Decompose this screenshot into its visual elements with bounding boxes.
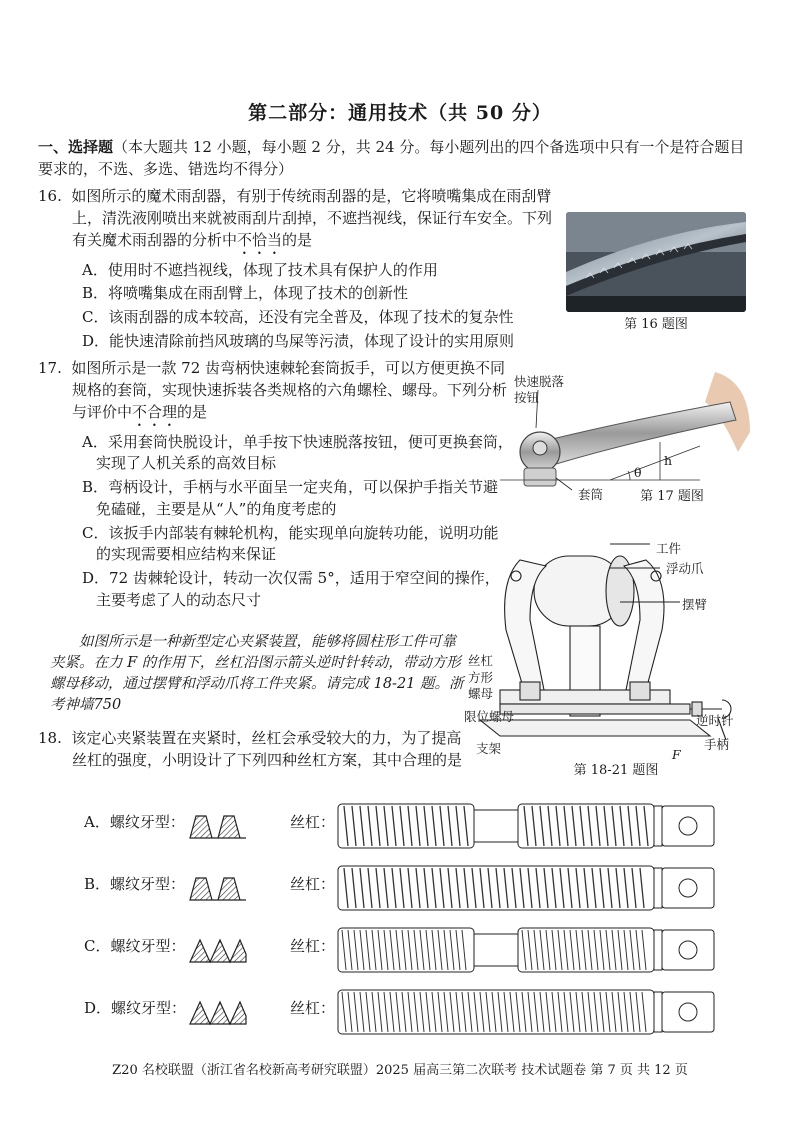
- triangular-thread-profile-icon: [188, 934, 248, 964]
- fig18-caption: 第 18-21 题图: [573, 763, 659, 778]
- q16-stem-end: 的是: [282, 230, 313, 249]
- lead-screw-drawing-a: [334, 798, 720, 854]
- label-square-nut: 方形螺母: [468, 670, 494, 701]
- q17-option-a: A．采用套筒快脱设计，单手按下快速脱落按钮，便可更换套筒，实现了人机关系的高效目标: [82, 432, 513, 473]
- page-footer: Z20 名校联盟（浙江省名校新高考研究联盟）2025 届高三第二次联考 技术试题卷 第 7 页 共 12 页: [112, 1063, 688, 1078]
- label-force-f: F: [672, 747, 681, 762]
- label-h: h: [664, 453, 673, 468]
- choice-c[interactable]: [84, 922, 724, 978]
- label-handle: 手柄: [704, 737, 730, 752]
- choice-b-lead-label: 丝杠：: [290, 875, 336, 893]
- q17-figure-caption: 第 17 题图: [640, 489, 704, 504]
- q16-option-a: A．使用时不遮挡视线，体现了技术具有保护人的作用: [82, 260, 438, 279]
- intro-18-21-text: 如图所示是一种新型定心夹紧装置，能够将圆柱形工件可靠夹紧。在力 F 的作用下，丝杠沿图示箭头逆时针转动，带动方形螺母移动，通过摆臂和浮动爪将工件夹紧。请完成 18-21 题。浙考神墙750: [50, 634, 464, 714]
- label-floating-claw: 浮动爪: [666, 561, 704, 576]
- choice-a[interactable]: [84, 798, 724, 854]
- label-quick-release-button: 快速脱落按钮: [514, 374, 565, 406]
- lead-screw-drawing-b: [334, 860, 720, 916]
- question-18: [38, 728, 468, 772]
- label-counterclockwise: 逆时针: [696, 713, 734, 728]
- q16-emphasis: 不恰当: [237, 230, 283, 249]
- choice-b-label: B．螺纹牙型：: [84, 875, 186, 893]
- q17-option-d: D．72 齿棘轮设计，转动一次仅需 5°，适用于窄空间的操作，主要考虑了人的动态尺寸: [82, 569, 500, 609]
- choice-d[interactable]: [84, 984, 724, 1040]
- label-theta: θ: [634, 465, 642, 480]
- q17-emphasis: 不合理: [132, 402, 178, 421]
- wiper-photo: [566, 212, 746, 312]
- trapezoid-thread-profile-icon: [188, 872, 248, 902]
- q17-stem-end: 的是: [177, 402, 208, 421]
- choice-d-lead-label: 丝杠：: [290, 999, 336, 1017]
- section-heading: 一、选择题: [38, 138, 114, 156]
- intro-18-21: [50, 632, 470, 716]
- label-bracket: 支架: [476, 741, 502, 756]
- choice-a-lead-label: 丝杠：: [290, 813, 336, 831]
- q18-stem: 该定心夹紧装置在夹紧时，丝杠会承受较大的力，为了提高丝杠的强度，小明设计了下列四种丝杠方案，其中合理的是: [71, 729, 463, 769]
- section-instructions: （本大题共 12 小题，每小题 2 分，共 24 分。每小题列出的四个备选项中只有一个是符合题目要求的，不选、多选、错选均不得分）: [38, 138, 745, 178]
- choice-d-label: D．螺纹牙型：: [84, 999, 187, 1017]
- q17-option-b: B．弯柄设计，手柄与水平面呈一定夹角，可以保护手指关节避免磕碰，主要是从“人”的角度考虑的: [82, 478, 499, 518]
- q16-option-b: B．将喷嘴集成在雨刮臂上，体现了技术的创新性: [82, 284, 409, 303]
- q18-number: 18.: [38, 729, 62, 747]
- q16-stem: 如图所示的魔术雨刮器，有别于传统雨刮器的是，它将喷嘴集成在雨刮臂上，清洗液刚喷出来就被雨刮片刮掉，不遮挡视线，保证行车安全。下列有关魔术雨刮器的分析中: [71, 187, 553, 249]
- lead-screw-drawing-d: [334, 984, 720, 1040]
- section-heading-block: [38, 137, 758, 181]
- q17-option-c: C．该扳手内部装有棘轮机构，能实现单向旋转功能，说明功能的实现需要相应结构来保证: [82, 523, 499, 564]
- label-swing-arm: 摆臂: [682, 597, 708, 612]
- label-workpiece: 工件: [656, 541, 682, 556]
- label-limit-nut: 限位螺母: [464, 709, 515, 724]
- q17-number: 17.: [38, 359, 62, 377]
- lead-screw-drawing-c: [334, 922, 720, 978]
- q16-option-d: D．能快速清除前挡风玻璃的鸟屎等污渍，体现了设计的实用原则: [82, 331, 515, 350]
- q16-number: 16.: [38, 187, 62, 205]
- label-lead-screw: 丝杠: [468, 653, 494, 668]
- q16-option-c: C．该雨刮器的成本较高，还没有完全普及，体现了技术的复杂性: [82, 308, 514, 326]
- choice-c-lead-label: 丝杠：: [290, 937, 336, 955]
- label-socket: 套筒: [578, 487, 604, 502]
- trapezoid-thread-profile-icon: [188, 810, 248, 840]
- choice-a-label: A．螺纹牙型：: [84, 813, 185, 831]
- q17-stem: 如图所示是一款 72 齿弯柄快速棘轮套筒扳手，可以方便更换不同规格的套筒，实现快速拆装各类规格的六角螺栓、螺母。下列分析与评价中: [71, 359, 508, 421]
- clamp-device-figure: [460, 540, 760, 760]
- q16-figure-caption: 第 16 题图: [624, 317, 688, 332]
- page-title: 第二部分：通用技术（共 50 分）: [248, 102, 552, 124]
- choice-c-label: C．螺纹牙型：: [84, 937, 186, 955]
- triangular-thread-profile-icon: [188, 996, 248, 1026]
- question-17: [38, 358, 513, 614]
- choice-b[interactable]: [84, 860, 724, 916]
